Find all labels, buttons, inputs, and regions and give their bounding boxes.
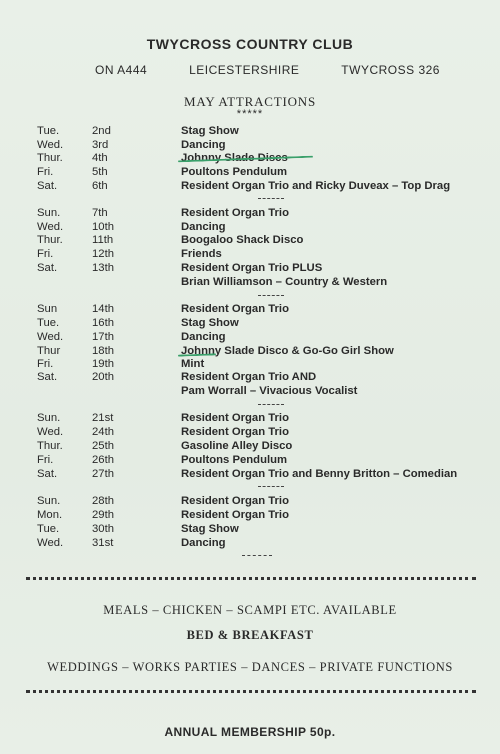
end-separator: [242, 555, 272, 556]
schedule-row: [0, 165, 500, 179]
functions-line: WEDDINGS – WORKS PARTIES – DANCES – PRIVATE FUNCTIONS: [47, 660, 453, 674]
schedule-event: Stag Show: [181, 125, 239, 137]
dotted-divider: [26, 690, 476, 693]
schedule-event: Resident Organ Trio: [181, 509, 289, 521]
schedule-event: Resident Organ Trio PLUS: [181, 262, 323, 274]
schedule-date: 17th: [92, 331, 114, 343]
schedule-date: 31st: [92, 537, 114, 549]
schedule-date: 3rd: [92, 139, 109, 151]
schedule-day: Thur.: [37, 440, 63, 452]
schedule-event: Dancing: [181, 331, 226, 343]
schedule-date: 19th: [92, 358, 114, 370]
schedule-date: 14th: [92, 303, 114, 315]
schedule-day: Sat.: [37, 180, 58, 192]
schedule-event: Stag Show: [181, 317, 239, 329]
schedule-day: Tue.: [37, 317, 60, 329]
schedule-date: 28th: [92, 495, 114, 507]
meals-line: MEALS – CHICKEN – SCAMPI ETC. AVAILABLE: [103, 603, 397, 617]
schedule-row: [0, 508, 500, 522]
schedule-row: [0, 425, 500, 439]
schedule-row: [0, 179, 500, 193]
schedule-event: Boogaloo Shack Disco: [181, 234, 304, 246]
schedule-event: Resident Organ Trio: [181, 303, 289, 315]
schedule-day: Sun.: [37, 412, 61, 424]
road-label: ON A444: [95, 63, 148, 77]
schedule-event: Dancing: [181, 139, 226, 151]
schedule-day: Fri.: [37, 248, 54, 260]
county-label: LEICESTERSHIRE: [189, 63, 300, 77]
schedule-event: Friends: [181, 248, 222, 260]
schedule-day: Sun.: [37, 207, 61, 219]
schedule-date: 26th: [92, 454, 114, 466]
schedule-day: Tue.: [37, 125, 60, 137]
schedule-event: Resident Organ Trio: [181, 412, 289, 424]
schedule-date: 25th: [92, 440, 114, 452]
schedule-event: Pam Worrall – Vivacious Vocalist: [181, 385, 358, 397]
schedule-row: [0, 357, 500, 371]
schedule-event: Dancing: [181, 537, 226, 549]
schedule-date: 12th: [92, 248, 114, 260]
schedule-row: [0, 261, 500, 275]
schedule-row: [0, 536, 500, 550]
schedule-row: [0, 302, 500, 316]
schedule-day: Sun.: [37, 495, 61, 507]
schedule-event: Resident Organ Trio: [181, 426, 289, 438]
schedule-event: Dancing: [181, 221, 226, 233]
schedule-row: [0, 522, 500, 536]
section-heading: MAY ATTRACTIONS: [183, 94, 317, 109]
schedule-date: 18th: [92, 345, 114, 357]
schedule-date: 16th: [92, 317, 114, 329]
schedule-date: 21st: [92, 412, 114, 424]
schedule-event: Resident Organ Trio and Ricky Duveax – Top Drag: [181, 180, 451, 192]
schedule-event: Brian Williamson – Country & Western: [181, 276, 388, 288]
membership-line: ANNUAL MEMBERSHIP 50p.: [164, 725, 336, 739]
schedule-row: [0, 206, 500, 220]
schedule-date: 30th: [92, 523, 114, 535]
schedule-row: [0, 344, 500, 358]
schedule-date: 5th: [92, 166, 108, 178]
schedule-event: Resident Organ Trio: [181, 495, 289, 507]
club-title: TWYCROSS COUNTRY CLUB: [146, 36, 354, 52]
schedule-day: Mon.: [37, 509, 63, 521]
schedule-day: Sat.: [37, 468, 58, 480]
schedule-row: [0, 411, 500, 425]
week-separator: [258, 295, 284, 296]
bed-breakfast-line: BED & BREAKFAST: [186, 628, 314, 642]
schedule-date: 6th: [92, 180, 108, 192]
schedule-day: Wed.: [37, 139, 64, 151]
dotted-divider: [26, 577, 476, 580]
address-line: [95, 63, 440, 77]
schedule-date: 29th: [92, 509, 114, 521]
schedule-day: Sun: [37, 303, 58, 315]
schedule-day: Tue.: [37, 523, 60, 535]
schedule-date: 13th: [92, 262, 114, 274]
schedule-row: [0, 330, 500, 344]
schedule-event: Resident Organ Trio AND: [181, 371, 317, 383]
schedule-day: Thur.: [37, 234, 63, 246]
week-separator: [258, 404, 284, 405]
schedule-date: 2nd: [92, 125, 111, 137]
schedule-row: [0, 124, 500, 138]
schedule-event: Resident Organ Trio and Benny Britton – Comedian: [181, 468, 458, 480]
schedule-day: Fri.: [37, 166, 54, 178]
schedule-row: [0, 220, 500, 234]
schedule-row: [0, 138, 500, 152]
schedule-date: 11th: [92, 234, 114, 246]
schedule-day: Wed.: [37, 221, 64, 233]
schedule-day: Wed.: [37, 426, 64, 438]
schedule-day: Sat.: [37, 371, 58, 383]
schedule-row: [0, 316, 500, 330]
schedule-day: Wed.: [37, 537, 64, 549]
schedule-row: [0, 275, 500, 289]
schedule-day: Wed.: [37, 331, 64, 343]
schedule-row: [0, 233, 500, 247]
phone-label: TWYCROSS 326: [341, 63, 440, 77]
schedule-row: [0, 453, 500, 467]
schedule-event: Johnny Slade Discs: [181, 152, 288, 164]
week-separator: [258, 198, 284, 199]
schedule-event: Johnny Slade Disco & Go-Go Girl Show: [181, 345, 394, 357]
schedule-row: [0, 494, 500, 508]
schedule-date: 27th: [92, 468, 114, 480]
schedule-day: Sat.: [37, 262, 58, 274]
schedule-event: Poultons Pendulum: [181, 454, 288, 466]
schedule-day: Thur.: [37, 152, 63, 164]
schedule-row: [0, 467, 500, 481]
schedule-day: Thur: [37, 345, 61, 357]
schedule-date: 20th: [92, 371, 114, 383]
schedule-row: [0, 247, 500, 261]
schedule-row: [0, 370, 500, 384]
week-separator: [258, 486, 284, 487]
schedule-event: Resident Organ Trio: [181, 207, 289, 219]
schedule-date: 24th: [92, 426, 114, 438]
schedule-row: [0, 384, 500, 398]
schedule-event: Poultons Pendulum: [181, 166, 288, 178]
schedule-row: [0, 439, 500, 453]
schedule-event: Mint: [181, 358, 205, 370]
schedule-date: 7th: [92, 207, 108, 219]
schedule-day: Fri.: [37, 454, 54, 466]
heading-stars: *****: [236, 108, 264, 120]
schedule-date: 10th: [92, 221, 114, 233]
schedule-event: Stag Show: [181, 523, 239, 535]
schedule-date: 4th: [92, 152, 108, 164]
schedule-event: Gasoline Alley Disco: [181, 440, 293, 452]
schedule-day: Fri.: [37, 358, 54, 370]
